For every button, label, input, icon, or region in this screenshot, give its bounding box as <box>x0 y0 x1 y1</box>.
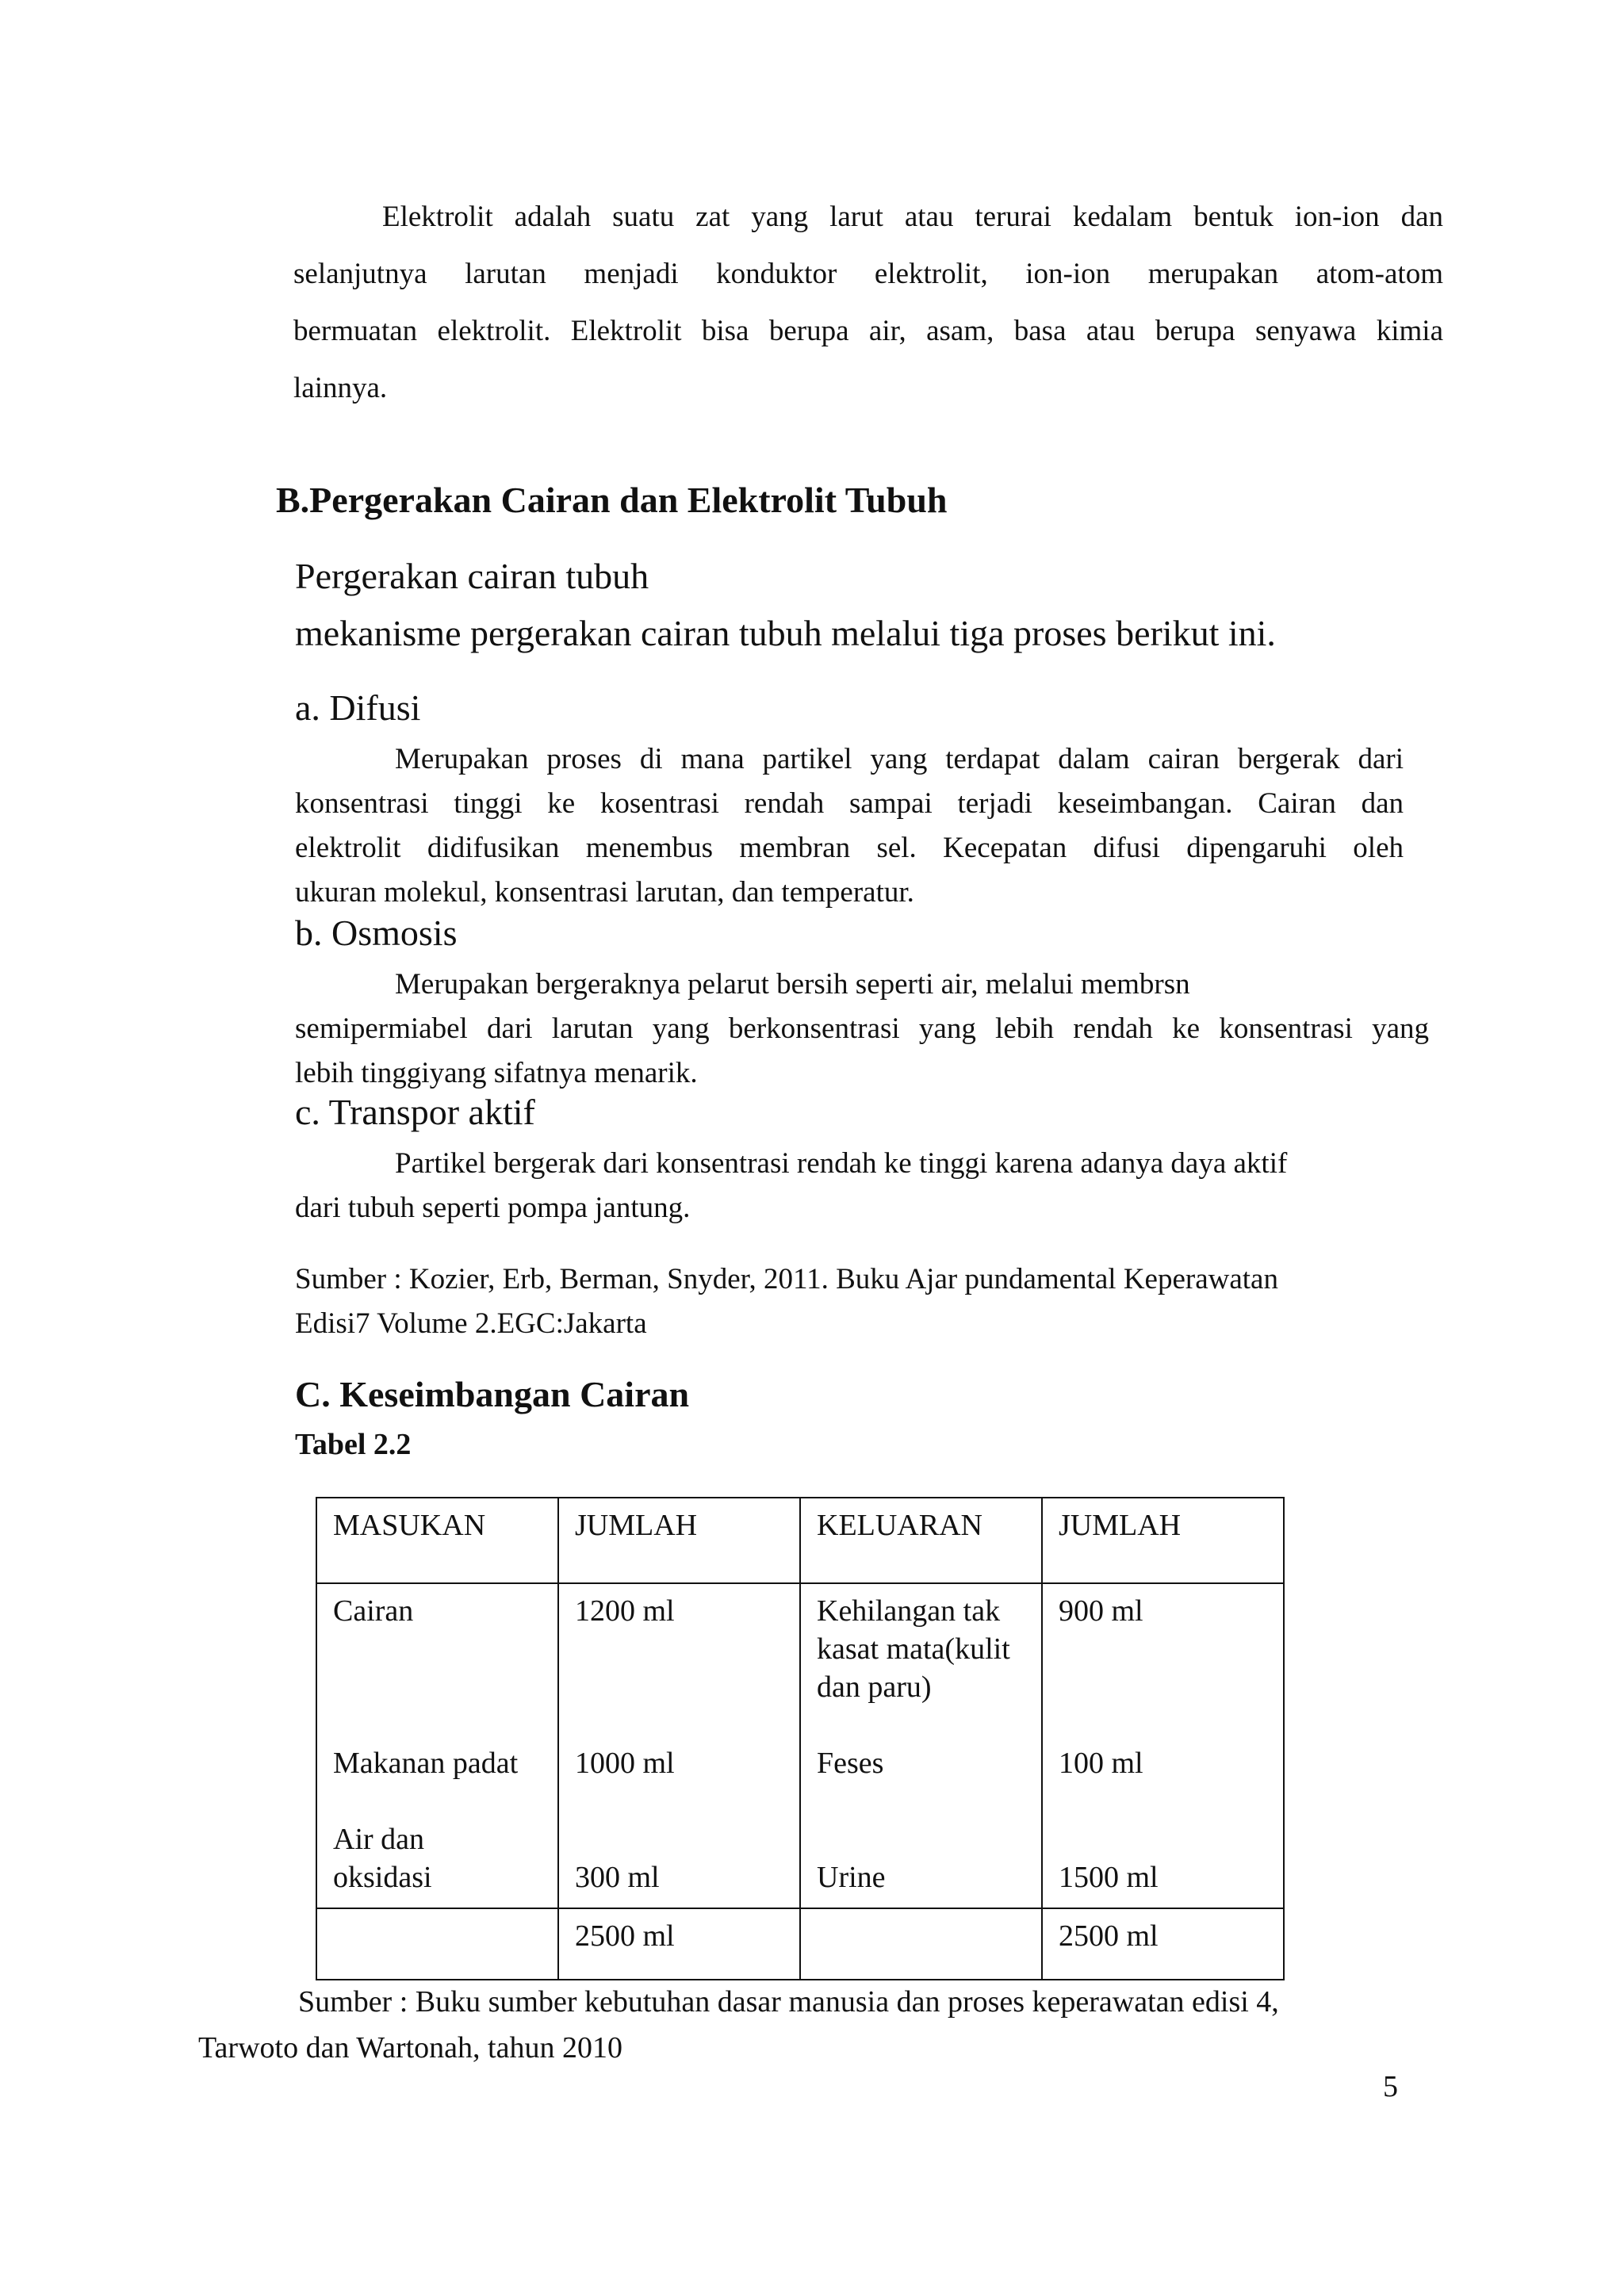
table-cell-jumlah-masuk <box>558 1583 800 1908</box>
item-line: konsentrasi tinggi ke kosentrasi rendah sampai terjadi keseimbangan. Cairan dan <box>295 787 1404 820</box>
cell-line <box>1059 1782 1267 1820</box>
cell-line: 1200 ml <box>575 1594 675 1628</box>
cell-line <box>575 1630 783 1668</box>
cell-line: Cairan <box>333 1594 414 1628</box>
cell-line <box>575 1668 783 1706</box>
item-line: Merupakan bergeraknya pelarut bersih seperti air, melalui membrsn <box>395 968 1190 1001</box>
table-total-row <box>316 1908 1284 1980</box>
header-keluaran: KELUARAN <box>817 1509 982 1542</box>
cell-line <box>1059 1668 1267 1706</box>
item-line: ukuran molekul, konsentrasi larutan, dan temperatur. <box>295 876 914 909</box>
cell-line: oksidasi <box>333 1861 432 1894</box>
item-line: elektrolit didifusikan menembus membran sel. Kecepatan difusi dipengaruhi oleh <box>295 832 1404 864</box>
cell-line <box>575 1782 783 1820</box>
cell-line: dan paru) <box>817 1670 932 1704</box>
table-label: Tabel 2.2 <box>295 1428 412 1461</box>
cell-line <box>1059 1630 1267 1668</box>
table-total-cell <box>800 1908 1042 1980</box>
item-title-osmosis: b. Osmosis <box>295 913 458 953</box>
cell-line: Feses <box>817 1747 884 1780</box>
table-header-row <box>316 1498 1284 1583</box>
item-line: Partikel bergerak dari konsentrasi rendah ke tinggi karena adanya daya aktif <box>395 1147 1288 1180</box>
cell-line <box>575 1706 783 1744</box>
item-body-transpor-aktif <box>295 1142 1405 1230</box>
total-cell: 2500 ml <box>1059 1919 1159 1953</box>
item-line: semipermiabel dari larutan yang berkonsentrasi yang lebih rendah ke konsentrasi yang <box>295 1012 1429 1045</box>
cell-line <box>817 1706 1025 1744</box>
table-header-cell <box>800 1498 1042 1583</box>
cell-line <box>333 1630 542 1668</box>
fluid-balance-table <box>316 1497 1285 1980</box>
cell-line: Urine <box>817 1861 886 1894</box>
cell-line: kasat mata(kulit <box>817 1632 1010 1666</box>
cell-line: Kehilangan tak <box>817 1594 1001 1628</box>
cell-line <box>333 1782 542 1820</box>
item-body-osmosis <box>295 962 1429 1096</box>
section-b-heading: B.Pergerakan Cairan dan Elektrolit Tubuh <box>276 480 948 520</box>
cell-line: 900 ml <box>1059 1594 1143 1628</box>
intro-line: Elektrolit adalah suatu zat yang larut atau terurai kedalam bentuk ion-ion dan <box>382 201 1443 233</box>
table-total-cell <box>316 1908 558 1980</box>
table-cell-jumlah-keluar <box>1042 1583 1284 1908</box>
source-line: Tarwoto dan Wartonah, tahun 2010 <box>198 2031 622 2064</box>
table-row <box>316 1583 1284 1908</box>
item-title-difusi: a. Difusi <box>295 687 421 728</box>
header-masukan: MASUKAN <box>333 1509 486 1542</box>
cell-line <box>333 1706 542 1744</box>
section-b-subtitle-1: Pergerakan cairan tubuh <box>295 556 649 596</box>
cell-line <box>575 1820 783 1858</box>
item-title-transpor-aktif: c. Transpor aktif <box>295 1092 535 1132</box>
section-b-subtitle-2: mekanisme pergerakan cairan tubuh melalui tiga proses berikut ini. <box>295 613 1276 653</box>
item-line: lebih tinggiyang sifatnya menarik. <box>295 1057 698 1089</box>
item-body-difusi <box>295 737 1404 915</box>
total-cell <box>817 1917 1025 1955</box>
cell-line: Makanan padat <box>333 1747 519 1780</box>
header-jumlah-keluar: JUMLAH <box>1059 1509 1182 1542</box>
cell-line: 300 ml <box>575 1861 660 1894</box>
page-number: 5 <box>1383 2070 1398 2103</box>
intro-paragraph <box>293 189 1443 417</box>
source-citation-c <box>198 1979 1388 2071</box>
source-line: Edisi7 Volume 2.EGC:Jakarta <box>295 1307 647 1340</box>
table-total-cell <box>558 1908 800 1980</box>
cell-line <box>1059 1820 1267 1858</box>
table-cell-keluaran <box>800 1583 1042 1908</box>
cell-line <box>1059 1706 1267 1744</box>
total-cell: 2500 ml <box>575 1919 675 1953</box>
cell-line <box>817 1782 1025 1820</box>
cell-line <box>817 1820 1025 1858</box>
intro-line: bermuatan elektrolit. Elektrolit bisa berupa air, asam, basa atau berupa senyawa kimia <box>293 315 1443 347</box>
item-line: Merupakan proses di mana partikel yang terdapat dalam cairan bergerak dari <box>395 743 1404 775</box>
total-cell <box>333 1917 542 1955</box>
source-line: Sumber : Buku sumber kebutuhan dasar manusia dan proses keperawatan edisi 4, <box>298 1985 1279 2019</box>
table-header-cell <box>316 1498 558 1583</box>
section-c-heading: C. Keseimbangan Cairan <box>295 1374 690 1414</box>
intro-line: selanjutnya larutan menjadi konduktor elektrolit, ion-ion merupakan atom-atom <box>293 258 1443 290</box>
table-header-cell <box>1042 1498 1284 1583</box>
intro-line: lainnya. <box>293 372 388 404</box>
table-header-cell <box>558 1498 800 1583</box>
source-line: Sumber : Kozier, Erb, Berman, Snyder, 2011. Buku Ajar pundamental Keperawatan <box>295 1263 1278 1295</box>
table-cell-masukan <box>316 1583 558 1908</box>
source-citation-b <box>295 1257 1405 1346</box>
cell-line: 1000 ml <box>575 1747 675 1780</box>
cell-line: 100 ml <box>1059 1747 1143 1780</box>
cell-line <box>333 1668 542 1706</box>
table-total-cell <box>1042 1908 1284 1980</box>
cell-line: 1500 ml <box>1059 1861 1159 1894</box>
cell-line: Air dan <box>333 1823 425 1856</box>
item-line: dari tubuh seperti pompa jantung. <box>295 1192 691 1224</box>
header-jumlah-masuk: JUMLAH <box>575 1509 698 1542</box>
